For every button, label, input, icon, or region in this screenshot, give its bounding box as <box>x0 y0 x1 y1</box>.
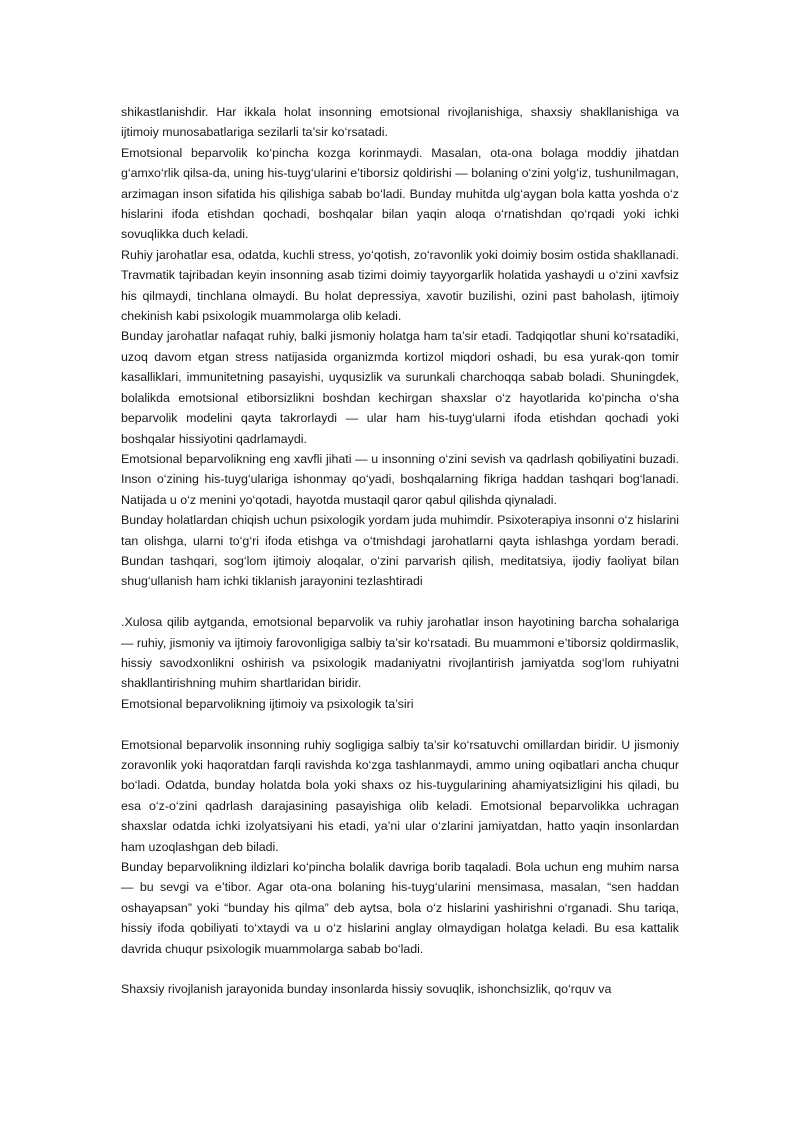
paragraph-conclusion: .Xulosa qilib aytganda, emotsional beparvolik va ruhiy jarohatlar inson hayotining barcha sohalariga — ruhiy, jismoniy va ijtimoiy farovonligiga salbiy ta’sir ko‘rsatadi. Bu muammoni e’tiborsiz qoldirmaslik, hissiy savodxonlikni oshirish va psixologik madaniyatni rivojlantirish jamiyatda sog‘lom ruhiyatni shakllantirishning muhim shartlaridan biridir. <box>121 615 679 691</box>
paragraph-5: Emotsional beparvolikning eng xavfli jihati — u insonning o‘zini sevish va qadrlash qobiliyatini buzadi. Inson o‘zining his-tuyg‘ulariga ishonmay qo‘yadi, boshqalarning fikriga haddan tashqari bog‘lanadi. Natijada u o‘z menini yo‘qotadi, hayotda mustaqil qaror qabul qilishda qiynaladi. <box>121 451 679 507</box>
section-heading: Emotsional beparvolikning ijtimoiy va psixologik ta’siri <box>121 696 414 711</box>
paragraph-7: Emotsional beparvolik insonning ruhiy sogligiga salbiy ta’sir ko‘rsatuvchi omillardan biridir. U jismoniy zoravonlik yoki haqoratdan farqli ravishda ko‘zga tashlanmaydi, ammo uning oqibatlari ancha chuqur bo‘ladi. Odatda, bunday holatda bola yoki shaxs oz his-tuygularining ahamiyatsizligini his qiladi, bu esa o‘z-o‘zini qadrlash darajasining pasayishiga olib keladi. Emotsional beparvolikka uchragan shaxslar odatda ichki izolyatsiyani his etadi, ya’ni ular o‘zlarini jamiyatdan, hatto yaqin insonlardan ham uzoqlashgan deb biladi. <box>121 737 679 854</box>
paragraph-3: Ruhiy jarohatlar esa, odatda, kuchli stress, yo‘qotish, zo‘ravonlik yoki doimiy bosim ostida shakllanadi. Travmatik tajribadan keyin insonning asab tizimi doimiy tayyorgarlik holatida yashaydi u o‘zini xavfsiz his qilmaydi, tinchlana olmaydi. Bu holat depressiya, xavotir buzilishi, ozini past baholash, ijtimoiy chekinish kabi psixologik muammolarga olib keladi. <box>121 247 679 324</box>
paragraph-4: Bunday jarohatlar nafaqat ruhiy, balki jismoniy holatga ham ta’sir etadi. Tadqiqotlar shuni ko‘rsatadiki, uzoq davom etgan stress natijasida organizmda kortizol miqdori oshadi, bu esa yurak-qon tomir kasalliklari, immunitetning pasayishi, uyqusizlik va surunkali charchoqqa sabab boladi. Shuningdek, bolalikda emotsional etiborsizlikni boshdan kechirgan shaxslar o‘z hayotlarida ko‘pincha o‘sha beparvolik modelini qayta takrorlaydi — ular ham his-tuyg‘ularni ifoda etishdan qochadi yoki boshqalar hissiyotini qadrlamaydi. <box>121 329 679 446</box>
paragraph-8: Bunday beparvolikning ildizlari ko‘pincha bolalik davriga borib taqaladi. Bola uchun eng muhim narsa — bu sevgi va e’tibor. Agar ota-ona bolaning his-tuyg‘ularini mensimasa, masalan, “sen haddan oshayapsan” yoki “bunday his qilma” deb aytsa, bola o‘z hislarini yashirishni o‘rganadi. Shu tariqa, hissiy ifoda qobiliyati to‘xtaydi va u o‘z hislarini anglay olmaydigan holatga keladi. Bu esa kattalik davrida chuqur psixologik muammolarga sabab bo‘ladi. <box>121 860 679 956</box>
blank-line <box>121 959 679 979</box>
blank-line <box>121 714 679 734</box>
paragraph-6: Bunday holatlardan chiqish uchun psixologik yordam juda muhimdir. Psixoterapiya insonni o‘z hislarini tan olishga, ularni to‘g‘ri ifoda etishga va o‘tmishdagi jarohatlarni qayta ishlashga yordam beradi. Bundan tashqari, sog‘lom ijtimoiy aloqalar, o‘zini parvarish qilish, meditatsiya, ijodiy faoliyat bilan shug‘ullanish ham ichki tiklanish jarayonini tezlashtiradi <box>121 513 679 589</box>
blank-line <box>121 592 679 612</box>
paragraph-9: Shaxsiy rivojlanish jarayonida bunday insonlarda hissiy sovuqlik, ishonchsizlik, qo‘rquv va <box>121 982 612 997</box>
paragraph-1: shikastlanishdir. Har ikkala holat insonning emotsional rivojlanishiga, shaxsiy shakllanishiga va ijtimoiy munosabatlariga sezilarli ta’sir ko‘rsatadi. <box>121 105 679 140</box>
paragraph-2: Emotsional beparvolik ko‘pincha kozga korinmaydi. Masalan, ota-ona bolaga moddiy jihatdan g‘amxo‘rlik qilsa-da, uning his-tuyg‘ularini e’tiborsiz qoldirishi — bolaning o‘zini yolg‘iz, tushunilmagan, arzimagan inson sifatida his qilishiga sabab bo‘ladi. Bunday muhitda ulg‘aygan bola katta yoshda o‘z hislarini ifoda etishdan qochadi, boshqalar bilan yaqin aloqa o‘rnatishdan qo‘rqadi yoki ichki sovuqlikka duch keladi. <box>121 145 679 242</box>
document-page <box>121 102 679 1000</box>
